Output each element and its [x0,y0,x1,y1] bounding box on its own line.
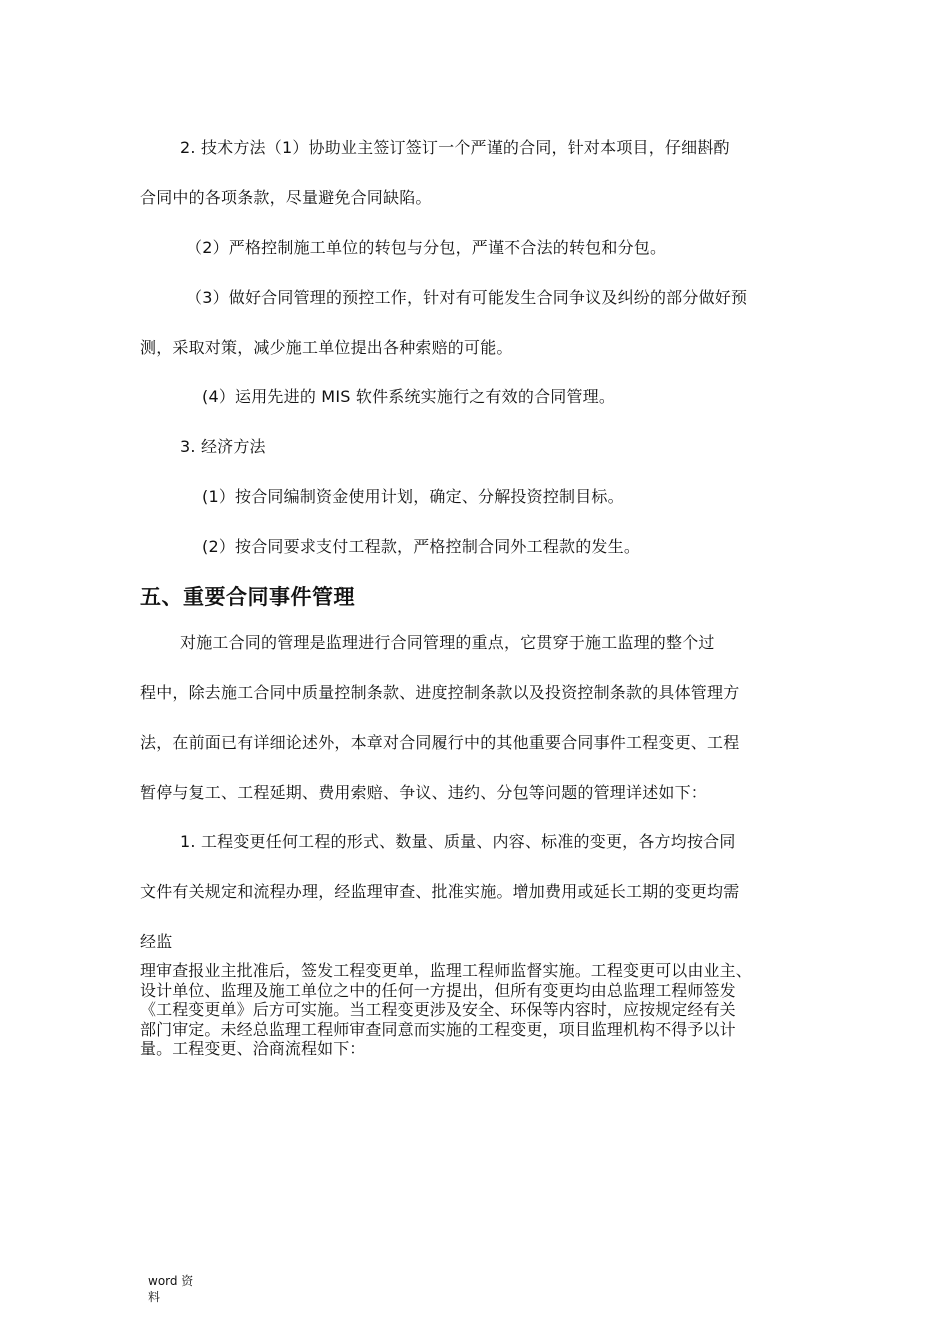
paragraph-line: 1. 工程变更任何工程的形式、数量、质量、内容、标准的变更，各方均按合同 [180,832,736,851]
footer-line: 料 [148,1290,161,1304]
paragraph-line: 设计单位、监理及施工单位之中的任何一方提出，但所有变更均由总监理工程师签发 [140,980,736,1000]
paragraph-line: 量。工程变更、洽商流程如下： [140,1039,366,1059]
paragraph-line: (1）按合同编制资金使用计划，确定、分解投资控制目标。 [202,487,624,506]
footer-note [148,1273,193,1305]
section-heading: 五、重要合同事件管理 [140,585,355,609]
paragraph-line: 部门审定。未经总监理工程师审查同意而实施的工程变更，项目监理机构不得予以计 [140,1019,736,1039]
paragraph-line: 2. 技术方法（1）协助业主签订签订一个严谨的合同，针对本项目，仔细斟酌 [180,138,730,157]
paragraph-line: 经监 [140,932,173,951]
paragraph-line: (2）按合同要求支付工程款，严格控制合同外工程款的发生。 [202,537,641,556]
footer-line: word 资 [148,1274,194,1288]
paragraph-line: 暂停与复工、工程延期、费用索赔、争议、违约、分包等问题的管理详述如下： [140,783,708,802]
paragraph-line: 对施工合同的管理是监理进行合同管理的重点，它贯穿于施工监理的整个过 [180,633,715,652]
paragraph-line: 3. 经济方法 [180,437,266,456]
paragraph-line: 法，在前面已有详细论述外，本章对合同履行中的其他重要合同事件工程变更、工程 [140,733,740,752]
dense-paragraph [140,961,820,1059]
paragraph-line: （2）严格控制施工单位的转包与分包，严谨不合法的转包和分包。 [186,238,667,257]
paragraph-line: 测，采取对策，减少施工单位提出各种索赔的可能。 [140,338,513,357]
paragraph-line: （3）做好合同管理的预控工作，针对有可能发生合同争议及纠纷的部分做好预 [186,288,748,307]
paragraph-line: 合同中的各项条款，尽量避免合同缺陷。 [140,188,432,207]
paragraph-line: 程中，除去施工合同中质量控制条款、进度控制条款以及投资控制条款的具体管理方 [140,683,740,702]
paragraph-line: (4）运用先进的 MIS 软件系统实施行之有效的合同管理。 [202,387,616,406]
paragraph-line: 文件有关规定和流程办理，经监理审查、批准实施。增加费用或延长工期的变更均需 [140,882,740,901]
paragraph-line: 《工程变更单》后方可实施。当工程变更涉及安全、环保等内容时，应按规定经有关 [140,1000,736,1020]
paragraph-line: 理审查报业主批准后，签发工程变更单，监理工程师监督实施。工程变更可以由业主、 [140,961,752,980]
